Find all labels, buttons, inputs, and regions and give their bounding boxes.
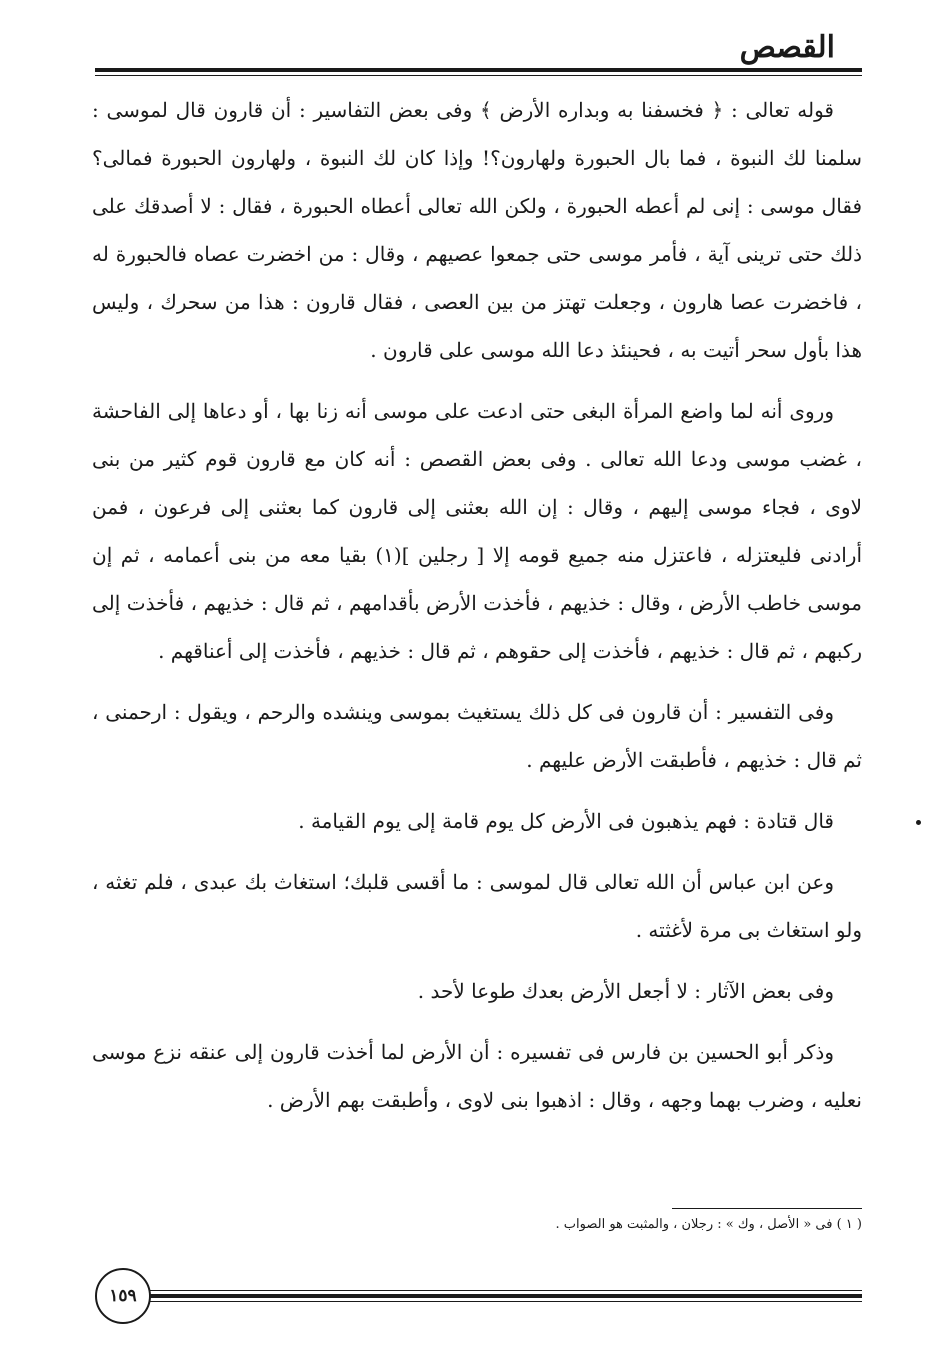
footer-rule-top [150,1290,862,1291]
paragraph: وعن ابن عباس أن الله تعالى قال لموسى : ما أقسى قلبك؛ استغاث بك عبدى ، فلم تغثه ، ولو استغاث بى مرة لأغثته . [92,870,862,942]
paragraph: وذكر أبو الحسين بن فارس فى تفسيره : أن الأرض لما أخذت قارون إلى عنقه نزع موسى نعليه ، وضرب بهما وجهه ، وقال : اذهبوا بنى لاوى ، وأطبقت بهم الأرض . [92,1040,862,1112]
header-rule-thin [95,75,862,76]
header-rule-thick [95,68,862,72]
paragraph: وفى التفسير : أن قارون فى كل ذلك يستغيث بموسى وينشده والرحم ، ويقول : ارحمنى ، ثم قال : خذيهم ، فأطبقت الأرض عليهم . [92,700,862,772]
paragraph: قال قتادة : فهم يذهبون فى الأرض كل يوم قامة إلى يوم القيامة . [298,809,834,833]
footer-rule-thick [150,1294,862,1298]
paragraph: قوله تعالى : ﴿ فخسفنا به وبداره الأرض ﴾ وفى بعض التفاسير : أن قارون قال لموسى : سلمنا لك النبوة ، فما بال الحبورة ولهارون؟! وإذا كان لك النبوة ، ولهارون الحبورة فمالى؟ فقال موسى : إنى لم أعطه الحبورة ، ولكن الله تعالى أعطاه الحبورة ، فقال : لا أصدقك على ذلك حتى ترينى آية ، فأمر موسى حتى جمعوا عصيهم ، وقال : من اخضرت عصاه فالحبورة له ، فاخضرت عصا هارون ، وجعلت تهتز من بين العصى ، فقال قارون : هذا من سحرك ، وليس هذا بأول سحر أتيت به ، فحينئذ دعا الله موسى على قارون . [92,98,862,362]
body-text [92,86,862,1137]
margin-dot [916,820,921,825]
footnote-rule [672,1208,862,1209]
chapter-title: القصص [739,30,835,65]
footnote: ( ١ ) فى « الأصل ، وك » : رجلان ، والمثبت هو الصواب . [555,1217,862,1232]
paragraph: وروى أنه لما واضع المرأة البغى حتى ادعت على موسى أنه زنا بها ، أو دعاها إلى الفاحشة ، غضب موسى ودعا الله تعالى . وفى بعض القصص : أنه كان مع قارون قوم كثير من بنى لاوى ، فجاء موسى إليهم ، وقال : إن الله بعثنى إلى قارون كما بعثنى إلى فرعون ، فمن أرادنى فليعتزله ، فاعتزل منه جميع قومه إلا [ رجلين ](١) بقيا معه من بنى أعمامه ، ثم إن موسى خاطب الأرض ، وقال : خذيهم ، فأخذت الأرض بأقدامهم ، ثم قال : خذيهم ، فأخذت إلى ركبهم ، ثم قال : خذيهم ، فأخذت إلى حقوهم ، ثم قال : خذيهم ، فأخذت إلى أعناقهم . [92,399,862,663]
footer-rule-bottom [150,1301,862,1302]
paragraph: وفى بعض الآثار : لا أجعل الأرض بعدك طوعا لأحد . [417,979,834,1003]
page-number: ١٥٩ [95,1268,151,1324]
